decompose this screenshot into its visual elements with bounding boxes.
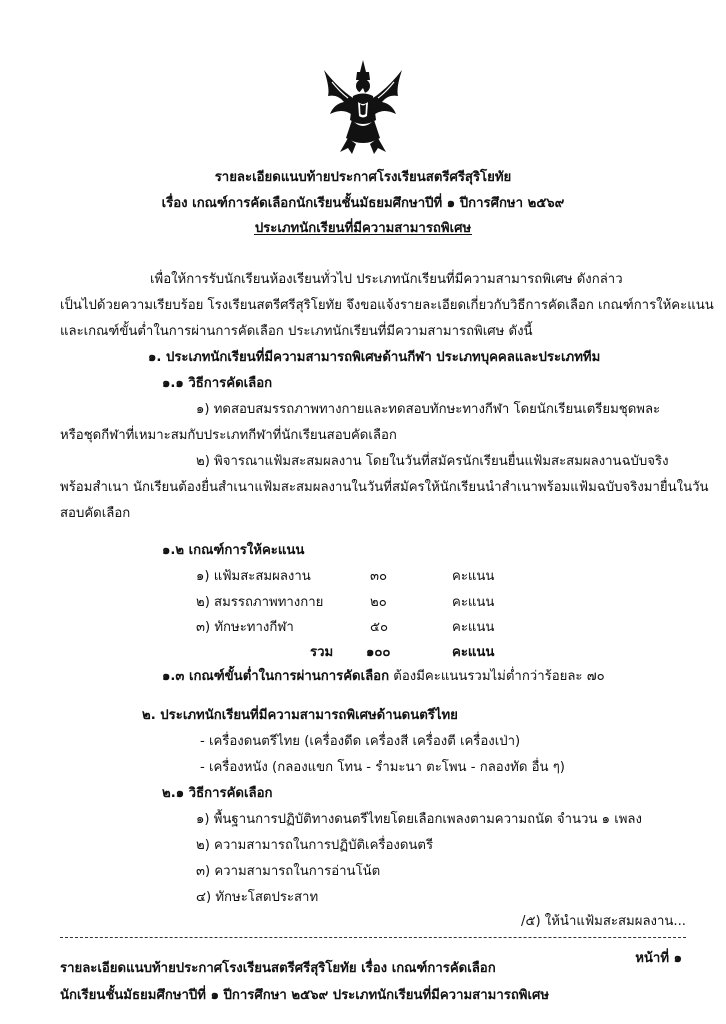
section1-3-line [162, 665, 605, 686]
section2-1-item: ๓) ความสามารถในการอ่านโน้ต [196, 864, 381, 879]
page-number: หน้าที่ ๑ [635, 951, 682, 966]
score-value: ๒๐ [370, 595, 387, 610]
score-unit: คะแนน [452, 620, 495, 635]
section2-bullet2: - เครื่องหนัง (กลองแขก โทน - รำมะนา ตะโพน - กลองทัด อื่น ๆ) [200, 760, 565, 775]
score-unit: คะแนน [452, 569, 495, 584]
section1-3-text: ต้องมีคะแนนรวมไม่ต่ำกว่าร้อยละ ๗๐ [393, 669, 605, 684]
section2-1-item: ๒) ความสามารถในการปฏิบัติเครื่องดนตรี [196, 838, 434, 853]
intro-line1: เพื่อให้การรับนักเรียนห้องเรียนทั่วไป ประเภทนักเรียนที่มีความสามารถพิเศษ ดังกล่าว [150, 272, 623, 287]
score-total-value: ๑๐๐ [366, 645, 391, 660]
score-unit: คะแนน [452, 595, 495, 610]
footer-divider [60, 937, 686, 938]
section1-1-item2-line2: พร้อมสำเนา นักเรียนต้องยื่นสำเนาแฟ้มสะสมผลงานในวันที่สมัครให้นักเรียนนำสำเนาพร้อมแฟ้มฉบับจริงมายื่นในวัน [60, 480, 709, 495]
section1-3-heading: ๑.๓ เกณฑ์ขั้นต่ำในการผ่านการคัดเลือก [162, 669, 390, 684]
doc-title-line3: ประเภทนักเรียนที่มีความสามารถพิเศษ [254, 221, 472, 236]
section1-1-item2-line1: ๒) พิจารณาแฟ้มสะสมผลงาน โดยในวันที่สมัครนักเรียนยื่นแฟ้มสะสมผลงานฉบับจริง [196, 454, 669, 469]
doc-title-line2: เรื่อง เกณฑ์การคัดเลือกนักเรียนชั้นมัธยมศึกษาปีที่ ๑ ปีการศึกษา ๒๕๖๙ [161, 196, 565, 211]
footer-line1: รายละเอียดแนบท้ายประกาศโรงเรียนสตรีศรีสุริโยทัย เรื่อง เกณฑ์การคัดเลือก [60, 961, 496, 976]
continuation-note: /๕) ให้นำแฟ้มสะสมผลงาน... [521, 914, 686, 929]
section2-1-heading: ๒.๑ วิธีการคัดเลือก [162, 786, 273, 801]
score-label: ๓) ทักษะทางกีฬา [196, 620, 294, 635]
section1-2-heading: ๑.๒ เกณฑ์การให้คะแนน [162, 543, 305, 558]
doc-title-line1: รายละเอียดแนบท้ายประกาศโรงเรียนสตรีศรีสุริโยทัย [214, 170, 512, 185]
footer-line2: นักเรียนชั้นมัธยมศึกษาปีที่ ๑ ปีการศึกษา ๒๕๖๙ ประเภทนักเรียนที่มีความสามารถพิเศษ [60, 988, 550, 1003]
score-total-unit: คะแนน [452, 645, 495, 660]
intro-line2: เป็นไปด้วยความเรียบร้อย โรงเรียนสตรีศรีสุริโยทัย จึงขอแจ้งรายละเอียดเกี่ยวกับวิธีการคัดเลือก เกณฑ์การให้คะแนน [60, 298, 714, 313]
score-value: ๕๐ [370, 620, 389, 635]
section2-1-item: ๔) ทักษะโสตประสาท [196, 890, 319, 905]
score-value: ๓๐ [370, 569, 388, 584]
section1-1-item1-line2: หรือชุดกีฬาที่เหมาะสมกับประเภทกีฬาที่นักเรียนสอบคัดเลือก [60, 428, 397, 443]
section2-heading: ๒. ประเภทนักเรียนที่มีความสามารถพิเศษด้านดนตรีไทย [142, 708, 458, 723]
section1-1-item2-line3: สอบคัดเลือก [60, 506, 131, 521]
section1-1-heading: ๑.๑ วิธีการคัดเลือก [162, 376, 273, 391]
garuda-emblem-icon [318, 58, 408, 158]
score-total-label: รวม [310, 645, 334, 660]
score-label: ๒) สมรรถภาพทางกาย [196, 595, 324, 610]
section1-1-item1-line1: ๑) ทดสอบสมรรถภาพทางกายและทดสอบทักษะทางกีฬา โดยนักเรียนเตรียมชุดพละ [196, 402, 661, 417]
section2-bullet1: - เครื่องดนตรีไทย (เครื่องดีด เครื่องสี เครื่องตี เครื่องเป่า) [200, 734, 521, 749]
section1-heading: ๑. ประเภทนักเรียนที่มีความสามารถพิเศษด้านกีฬา ประเภทบุคคลและประเภททีม [148, 350, 601, 365]
title-underline [254, 234, 472, 235]
section2-1-item: ๑) พื้นฐานการปฏิบัติทางดนตรีไทยโดยเลือกเพลงตามความถนัด จำนวน ๑ เพลง [196, 812, 642, 827]
intro-line3: และเกณฑ์ขั้นต่ำในการผ่านการคัดเลือก ประเภทนักเรียนที่มีความสามารถพิเศษ ดังนี้ [60, 324, 533, 339]
score-label: ๑) แฟ้มสะสมผลงาน [196, 569, 311, 584]
